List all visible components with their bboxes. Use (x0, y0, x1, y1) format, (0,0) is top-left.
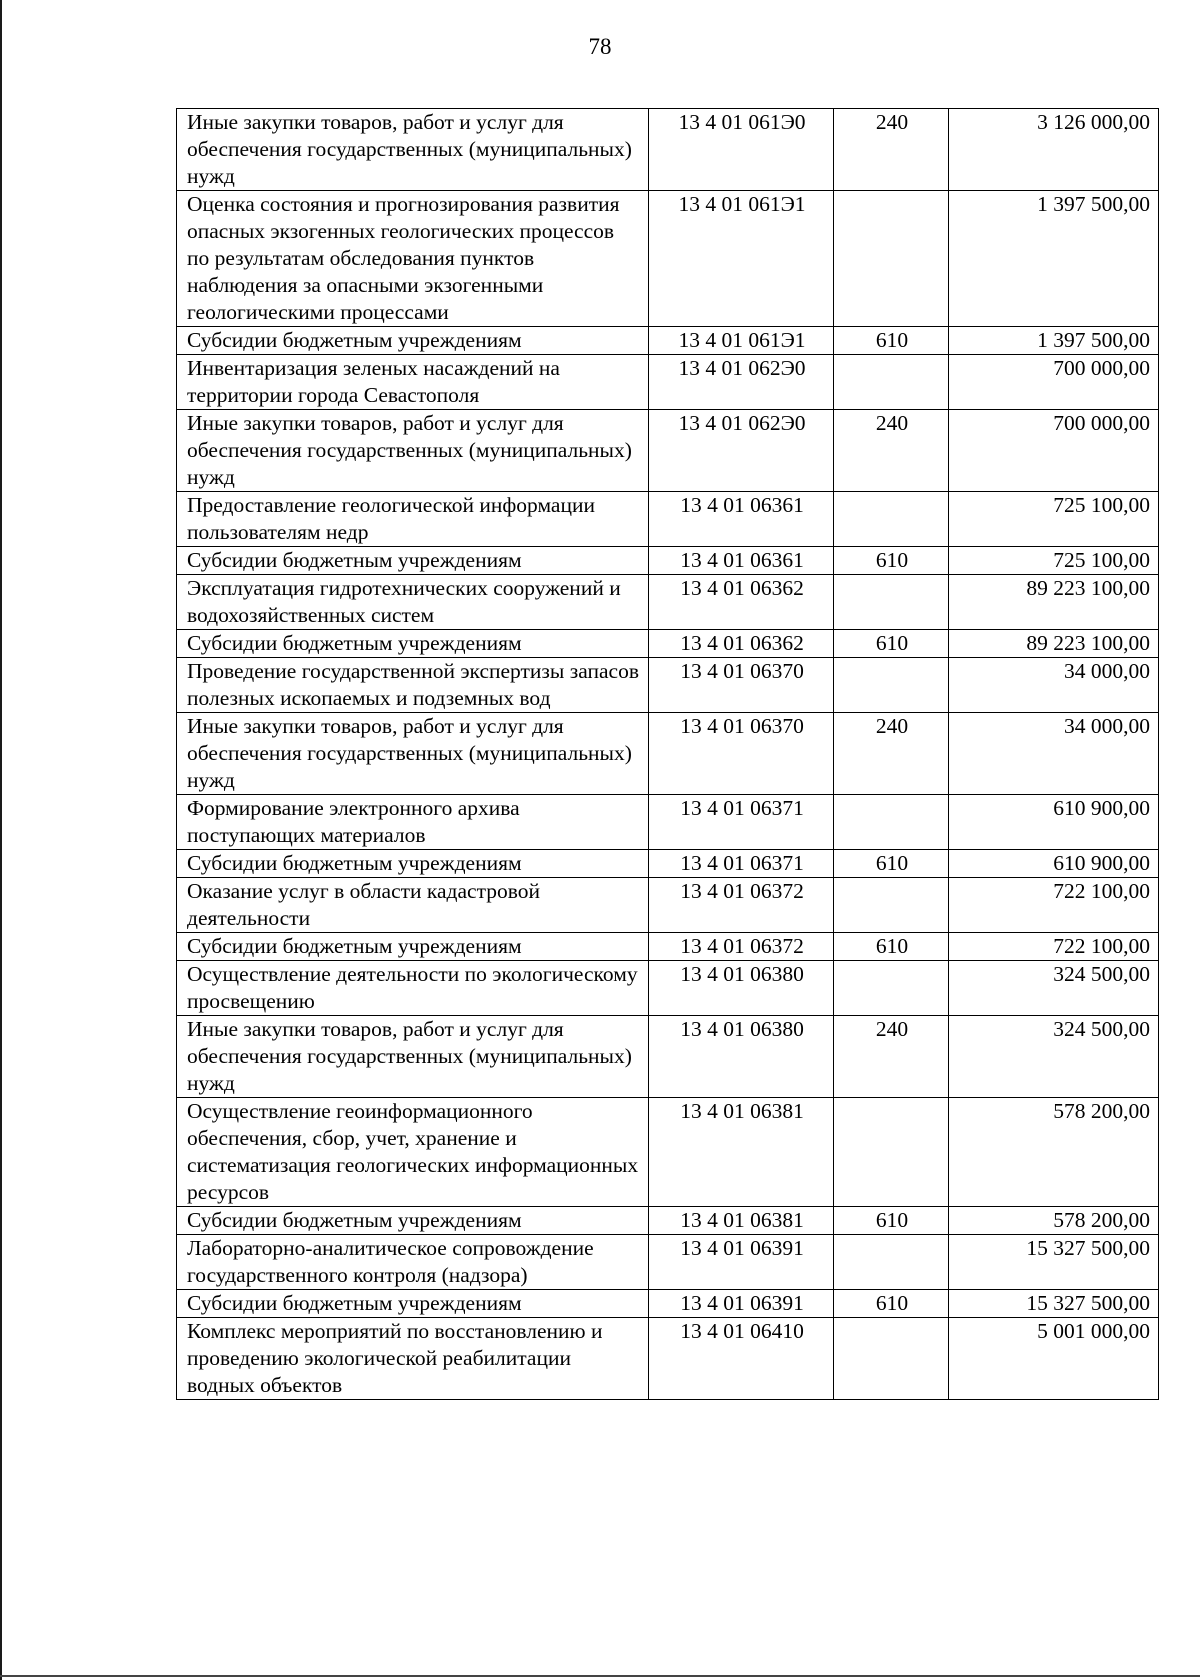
row-sum-cell: 15 327 500,00 (949, 1290, 1159, 1318)
scan-edge-left (0, 0, 2, 1680)
page-number: 78 (588, 34, 612, 59)
row-name-cell: Субсидии бюджетным учреждениям (177, 547, 649, 575)
row-name-cell: Субсидии бюджетным учреждениям (177, 327, 649, 355)
row-sum-cell: 722 100,00 (949, 933, 1159, 961)
row-name-cell: Оценка состояния и прогнозирования развития опасных экзогенных геологических процессов по результатам обследования пунктов наблюдения за опасными экзогенными геологическими процессами (177, 191, 649, 327)
row-type-cell: 610 (834, 850, 949, 878)
row-sum-cell: 722 100,00 (949, 878, 1159, 933)
row-type-cell: 610 (834, 547, 949, 575)
row-name-cell: Оказание услуг в области кадастровой деятельности (177, 878, 649, 933)
row-type-cell: 240 (834, 109, 949, 191)
row-sum-cell: 324 500,00 (949, 961, 1159, 1016)
row-type-cell (834, 1098, 949, 1207)
row-sum-cell: 34 000,00 (949, 713, 1159, 795)
row-type-cell (834, 795, 949, 850)
row-code-cell: 13 4 01 06381 (649, 1098, 834, 1207)
row-type-cell: 610 (834, 1207, 949, 1235)
row-code-cell: 13 4 01 062Э0 (649, 410, 834, 492)
row-name-cell: Инвентаризация зеленых насаждений на территории города Севастополя (177, 355, 649, 410)
scan-edge-bottom (0, 1675, 1200, 1677)
row-name-cell: Комплекс мероприятий по восстановлению и проведению экологической реабилитации водных объектов (177, 1318, 649, 1400)
row-type-cell (834, 1318, 949, 1400)
row-sum-cell: 610 900,00 (949, 850, 1159, 878)
row-code-cell: 13 4 01 061Э1 (649, 191, 834, 327)
table-row (177, 355, 1159, 410)
row-sum-cell: 1 397 500,00 (949, 327, 1159, 355)
row-code-cell: 13 4 01 06381 (649, 1207, 834, 1235)
table-row (177, 109, 1159, 191)
row-sum-cell: 578 200,00 (949, 1098, 1159, 1207)
table-row (177, 1098, 1159, 1207)
row-sum-cell: 5 001 000,00 (949, 1318, 1159, 1400)
row-type-cell: 240 (834, 1016, 949, 1098)
row-sum-cell: 89 223 100,00 (949, 575, 1159, 630)
table-row (177, 492, 1159, 547)
row-name-cell: Субсидии бюджетным учреждениям (177, 1290, 649, 1318)
row-code-cell: 13 4 01 06362 (649, 630, 834, 658)
row-type-cell (834, 575, 949, 630)
row-sum-cell: 700 000,00 (949, 410, 1159, 492)
row-type-cell (834, 492, 949, 547)
row-name-cell: Субсидии бюджетным учреждениям (177, 1207, 649, 1235)
row-type-cell (834, 355, 949, 410)
row-name-cell: Субсидии бюджетным учреждениям (177, 933, 649, 961)
row-type-cell (834, 961, 949, 1016)
table-row (177, 191, 1159, 327)
row-name-cell: Иные закупки товаров, работ и услуг для обеспечения государственных (муниципальных) нужд (177, 1016, 649, 1098)
table-row (177, 933, 1159, 961)
row-code-cell: 13 4 01 061Э0 (649, 109, 834, 191)
row-type-cell (834, 191, 949, 327)
table-row (177, 1016, 1159, 1098)
budget-table-body (177, 109, 1159, 1400)
table-row (177, 713, 1159, 795)
row-sum-cell: 89 223 100,00 (949, 630, 1159, 658)
row-code-cell: 13 4 01 061Э1 (649, 327, 834, 355)
table-row (177, 1235, 1159, 1290)
row-sum-cell: 324 500,00 (949, 1016, 1159, 1098)
row-name-cell: Иные закупки товаров, работ и услуг для обеспечения государственных (муниципальных) нужд (177, 109, 649, 191)
row-sum-cell: 700 000,00 (949, 355, 1159, 410)
row-name-cell: Проведение государственной экспертизы запасов полезных ископаемых и подземных вод (177, 658, 649, 713)
table-row (177, 575, 1159, 630)
row-code-cell: 13 4 01 06371 (649, 850, 834, 878)
row-sum-cell: 578 200,00 (949, 1207, 1159, 1235)
row-type-cell (834, 878, 949, 933)
table-row (177, 878, 1159, 933)
row-sum-cell: 725 100,00 (949, 492, 1159, 547)
row-type-cell (834, 1235, 949, 1290)
row-code-cell: 13 4 01 06372 (649, 878, 834, 933)
row-sum-cell: 15 327 500,00 (949, 1235, 1159, 1290)
row-name-cell: Формирование электронного архива поступающих материалов (177, 795, 649, 850)
row-sum-cell: 3 126 000,00 (949, 109, 1159, 191)
table-row (177, 850, 1159, 878)
row-name-cell: Субсидии бюджетным учреждениям (177, 850, 649, 878)
row-code-cell: 13 4 01 062Э0 (649, 355, 834, 410)
row-type-cell (834, 658, 949, 713)
row-sum-cell: 1 397 500,00 (949, 191, 1159, 327)
table-row (177, 961, 1159, 1016)
row-sum-cell: 725 100,00 (949, 547, 1159, 575)
row-name-cell: Эксплуатация гидротехнических сооружений и водохозяйственных систем (177, 575, 649, 630)
table-row (177, 1290, 1159, 1318)
row-type-cell: 610 (834, 630, 949, 658)
row-code-cell: 13 4 01 06391 (649, 1290, 834, 1318)
row-name-cell: Иные закупки товаров, работ и услуг для обеспечения государственных (муниципальных) нужд (177, 410, 649, 492)
table-row (177, 1318, 1159, 1400)
row-code-cell: 13 4 01 06370 (649, 713, 834, 795)
row-code-cell: 13 4 01 06410 (649, 1318, 834, 1400)
row-name-cell: Осуществление деятельности по экологическому просвещению (177, 961, 649, 1016)
budget-table (176, 108, 1159, 1400)
row-type-cell: 240 (834, 713, 949, 795)
table-row (177, 658, 1159, 713)
row-sum-cell: 34 000,00 (949, 658, 1159, 713)
table-row (177, 327, 1159, 355)
row-code-cell: 13 4 01 06391 (649, 1235, 834, 1290)
table-row (177, 1207, 1159, 1235)
row-name-cell: Лабораторно-аналитическое сопровождение государственного контроля (надзора) (177, 1235, 649, 1290)
table-row (177, 630, 1159, 658)
row-name-cell: Осуществление геоинформационного обеспечения, сбор, учет, хранение и систематизация геологических информационных ресурсов (177, 1098, 649, 1207)
row-type-cell: 610 (834, 1290, 949, 1318)
row-code-cell: 13 4 01 06372 (649, 933, 834, 961)
table-row (177, 547, 1159, 575)
row-code-cell: 13 4 01 06361 (649, 547, 834, 575)
row-code-cell: 13 4 01 06362 (649, 575, 834, 630)
row-type-cell: 610 (834, 933, 949, 961)
row-type-cell: 240 (834, 410, 949, 492)
row-name-cell: Иные закупки товаров, работ и услуг для обеспечения государственных (муниципальных) нужд (177, 713, 649, 795)
row-name-cell: Предоставление геологической информации пользователям недр (177, 492, 649, 547)
row-code-cell: 13 4 01 06361 (649, 492, 834, 547)
row-name-cell: Субсидии бюджетным учреждениям (177, 630, 649, 658)
table-row (177, 795, 1159, 850)
row-sum-cell: 610 900,00 (949, 795, 1159, 850)
row-code-cell: 13 4 01 06380 (649, 1016, 834, 1098)
row-type-cell: 610 (834, 327, 949, 355)
row-code-cell: 13 4 01 06380 (649, 961, 834, 1016)
row-code-cell: 13 4 01 06371 (649, 795, 834, 850)
row-code-cell: 13 4 01 06370 (649, 658, 834, 713)
table-row (177, 410, 1159, 492)
